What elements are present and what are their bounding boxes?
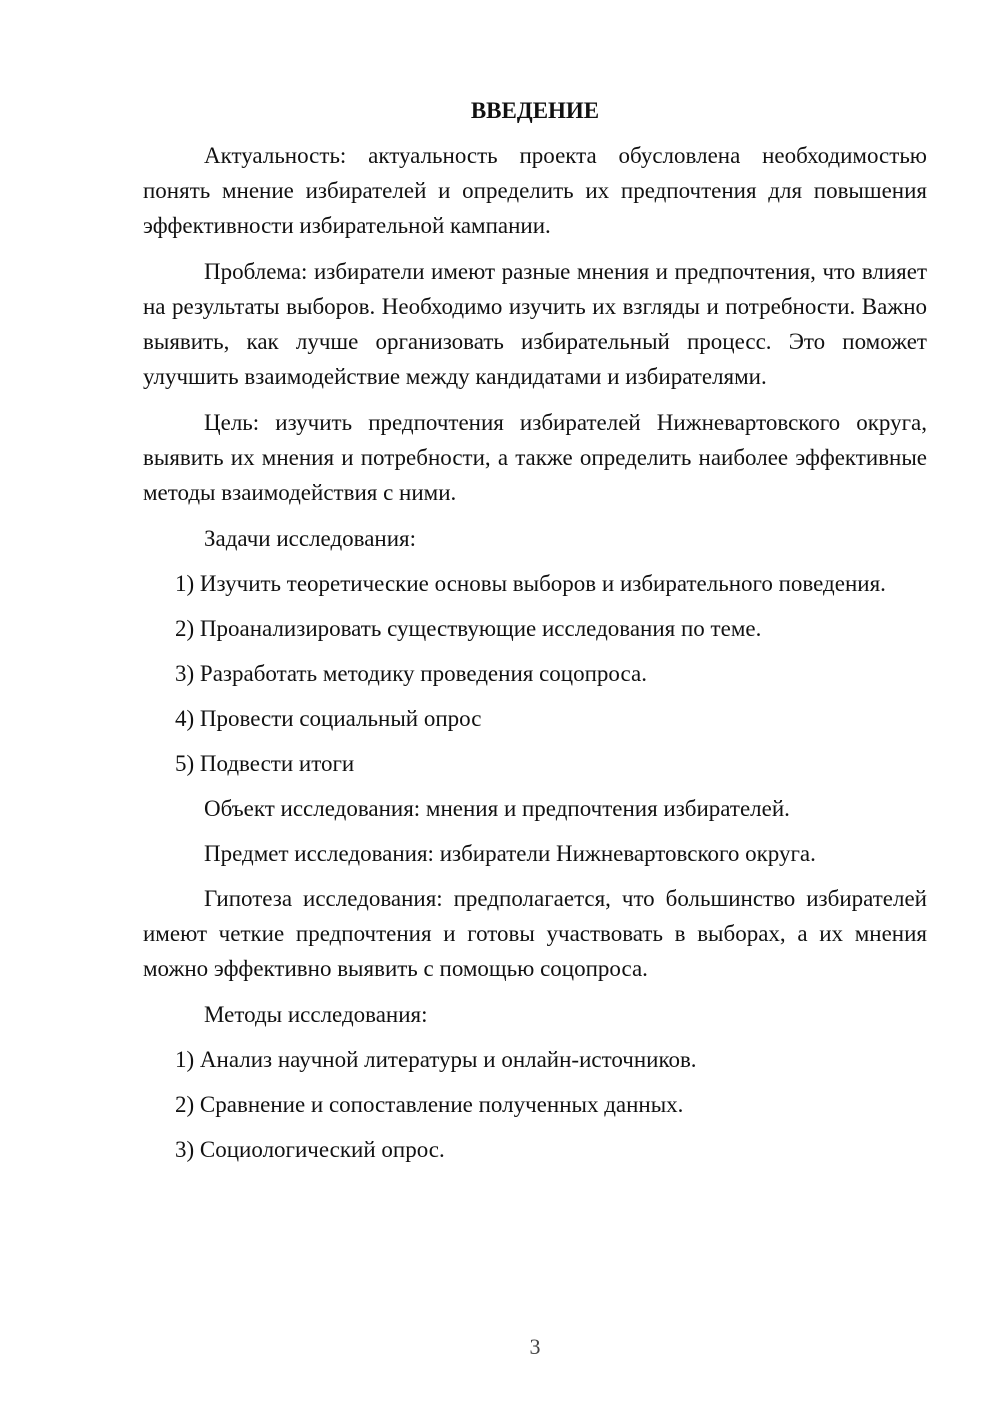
task-item: 5) Подвести итоги <box>175 751 355 776</box>
page-title: ВВЕДЕНИЕ <box>470 98 600 123</box>
object-paragraph: Объект исследования: мнения и предпочтения избирателей. <box>204 796 790 821</box>
task-item: 3) Разработать методику проведения соцопроса. <box>175 661 647 686</box>
task-item: 4) Провести социальный опрос <box>175 706 482 731</box>
task-item: 2) Проанализировать существующие исследования по теме. <box>175 616 762 641</box>
method-item: 1) Анализ научной литературы и онлайн-источников. <box>175 1047 697 1072</box>
document-body <box>143 93 927 1177</box>
method-item: 2) Сравнение и сопоставление полученных данных. <box>175 1092 684 1117</box>
tasks-heading: Задачи исследования: <box>204 526 417 551</box>
subject-paragraph: Предмет исследования: избиратели Нижневартовского округа. <box>204 841 816 866</box>
relevance-paragraph: Актуальность: актуальность проекта обусловлена необходимостью понять мнение избирателей и определить их предпочтения для повышения эффективности избирательной кампании. <box>143 143 927 238</box>
method-item: 3) Социологический опрос. <box>175 1137 445 1162</box>
page-number: 3 <box>529 1334 541 1359</box>
goal-paragraph: Цель: изучить предпочтения избирателей Нижневартовского округа, выявить их мнения и потребности, а также определить наиболее эффективные методы взаимодействия с ними. <box>143 410 927 505</box>
problem-paragraph: Проблема: избиратели имеют разные мнения и предпочтения, что влияет на результаты выборов. Необходимо изучить их взгляды и потребности. Важно выявить, как лучше организовать избирательный процесс. Это поможет улучшить взаимодействие между кандидатами и избирателями. <box>143 259 927 389</box>
methods-heading: Методы исследования: <box>204 1002 428 1027</box>
hypothesis-paragraph: Гипотеза исследования: предполагается, что большинство избирателей имеют четкие предпочтения и готовы участвовать в выборах, а их мнения можно эффективно выявить с помощью соцопроса. <box>143 886 927 981</box>
task-item: 1) Изучить теоретические основы выборов и избирательного поведения. <box>175 571 886 596</box>
